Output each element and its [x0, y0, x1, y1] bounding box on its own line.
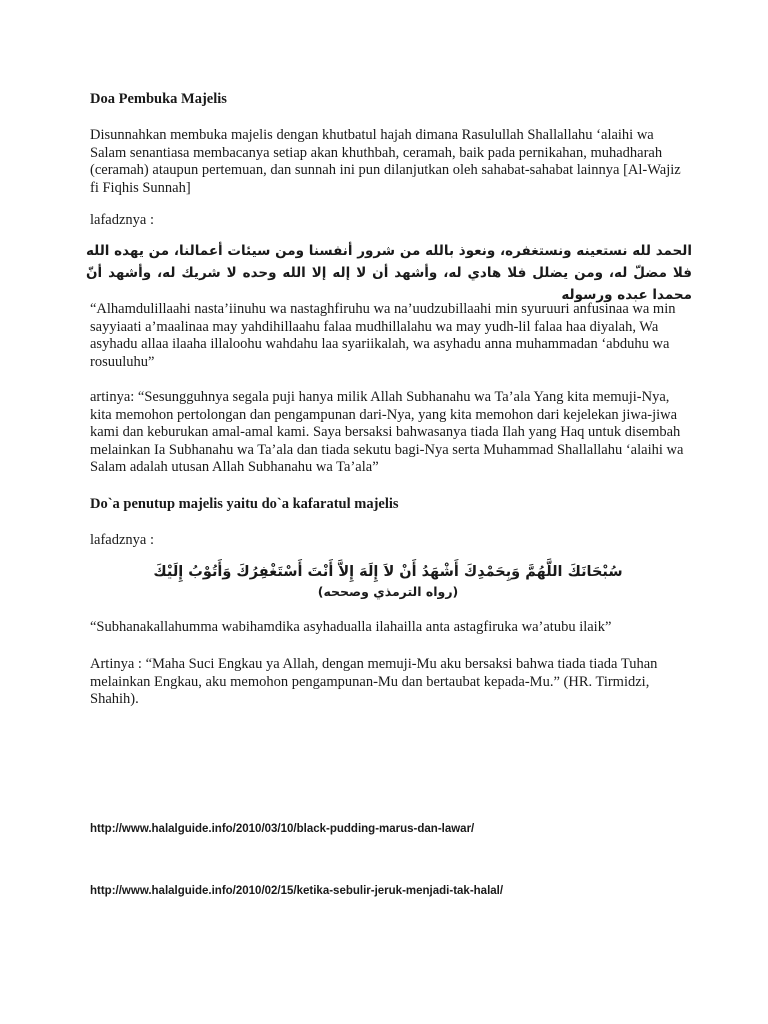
section1-arabic-text: الحمد لله نستعينه ونستغفره، ونعوذ بالله من شرور أنفسنا ومن سيئات أعمالنا، من يهده الله فلا مضلّ له، ومن يضلل فلا هادي له، وأشهد أن لا إله إلا الله وحده لا شريك له، وأشهد أنّ محمدا عبده ورسوله — [86, 243, 692, 303]
section2-arabic-source: (رواه الترمذي وصححه) — [317, 584, 459, 599]
section2-arabic-text: سُبْحَانَكَ اللَّهُمَّ وَبِحَمْدِكَ أَشْهَدُ أَنْ لاَ إِلَهَ إِلاَّ أَنْتَ أَسْتَغْفِرُكَ وَأَتُوْبُ إِلَيْكَ — [153, 564, 623, 580]
section1-heading: Doa Pembuka Majelis — [90, 91, 227, 107]
section1-transliteration: “Alhamdulillaahi nasta’iinuhu wa nastaghfiruhu wa na’uudzubillaahi min syuruuri anfusinaa wa min sayyiaati a’maalinaa may yahdihillaahu falaa mudhillalahu wa may yudh-lil falaa haa diyalah, Wa asyhadu allaa ilaaha illaloohu wahdahu laa syariikalah, wa asyhadu anna muhammadan ‘abduhu wa rosuuluhu” — [90, 301, 676, 370]
reference-link-2[interactable]: http://www.halalguide.info/2010/02/15/ketika-sebulir-jeruk-menjadi-tak-halal/ — [90, 885, 504, 897]
section2-translation: Artinya : “Maha Suci Engkau ya Allah, dengan memuji-Mu aku bersaksi bahwa tiada tiada Tuhan melainkan Engkau, aku memohon pengampunan-Mu dan bertaubat kepada-Mu.” (HR. Tirmidzi, Shahih). — [90, 656, 658, 708]
section2-lafadz-label: lafadznya : — [90, 532, 155, 548]
section2-heading: Do`a penutup majelis yaitu do`a kafaratul majelis — [90, 496, 399, 512]
reference-link-1[interactable]: http://www.halalguide.info/2010/03/10/black-pudding-marus-dan-lawar/ — [90, 823, 475, 835]
section1-translation: artinya: “Sesungguhnya segala puji hanya milik Allah Subhanahu wa Ta’ala Yang kita memuji-Nya, kita memohon pertolongan dan pengampunan dari-Nya, yang kita memohon dari kejelekan jiwa-jiwa kami dan keburukan amal-amal kami. Saya bersaksi bahwasanya tiada Ilah yang Haq untuk disembah melainkan Ia Subhanahu wa Ta’ala dan tiada sekutu bagi-Nya serta Muhammad Shallallahu ‘alaihi wa Salam adalah utusan Allah Subhanahu wa Ta’ala” — [90, 389, 684, 476]
section1-intro: Disunnahkan membuka majelis dengan khutbatul hajah dimana Rasulullah Shallallahu ‘alaihi wa Salam senantiasa membacanya setiap akan khuthbah, ceramah, baik pada pernikahan, muhadharah (ceramah) ataupun pertemuan, dan sunnah ini pun dilanjutkan oleh sahabat-sahabat lainnya [Al-Wajiz fi Fiqhis Sunnah] — [90, 127, 681, 196]
section2-transliteration: “Subhanakallahumma wabihamdika asyhadualla ilahailla anta astagfiruka wa’atubu ilaik” — [90, 619, 612, 635]
section1-lafadz-label: lafadznya : — [90, 212, 155, 228]
section2-arabic-block — [90, 562, 686, 602]
